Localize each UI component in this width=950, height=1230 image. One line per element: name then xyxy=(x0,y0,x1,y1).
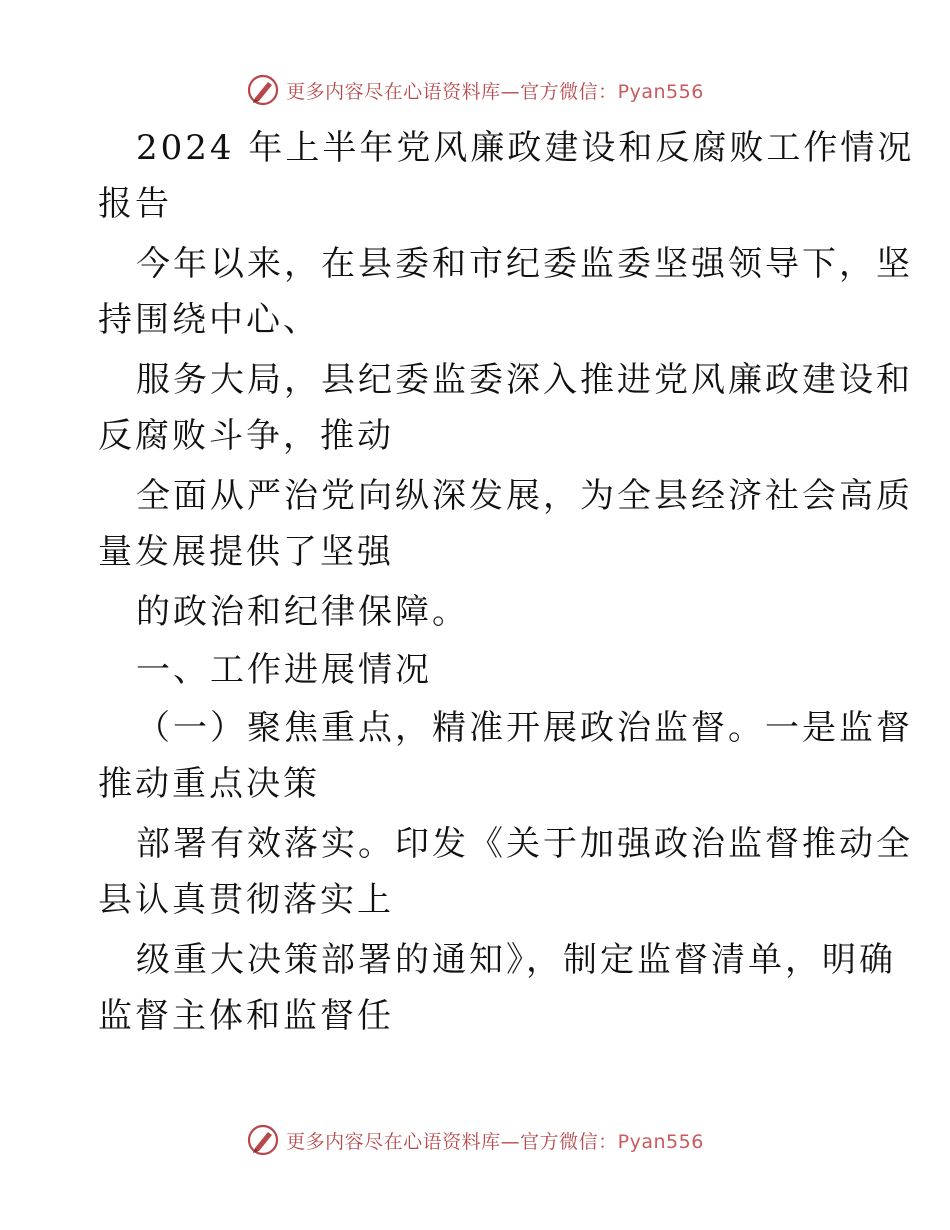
watermark-text xyxy=(286,77,704,104)
paragraph-line: 县认真贯彻落实上 xyxy=(98,880,394,920)
subsection-heading-line: （一）聚焦重点，精准开展政治监督。一是监督 xyxy=(136,708,913,748)
paragraph-line: 今年以来，在县委和市纪委监委坚强领导下，坚 xyxy=(136,244,913,284)
document-title-line-1: 2024 年上半年党风廉政建设和反腐败工作情况 xyxy=(136,128,915,168)
paragraph-line: 级重大决策部署的通知》，制定监督清单，明确 xyxy=(136,940,896,980)
paragraph-line: 部署有效落实。印发《关于加强政治监督推动全 xyxy=(136,824,913,864)
paragraph-line: 持围绕中心、 xyxy=(98,300,320,340)
watermark-id: Pyan556 xyxy=(617,1130,704,1153)
watermark-text xyxy=(286,1127,704,1154)
watermark-label: 更多内容尽在心语资料库—官方微信： xyxy=(286,1130,618,1153)
paragraph-line: 量发展提供了坚强 xyxy=(98,532,394,572)
section-heading: 一、工作进展情况 xyxy=(136,650,432,690)
paragraph-line: 的政治和纪律保障。 xyxy=(136,592,469,632)
document-title-line-2: 报告 xyxy=(98,184,172,224)
paragraph-line: 推动重点决策 xyxy=(98,764,320,804)
watermark-label: 更多内容尽在心语资料库—官方微信： xyxy=(286,80,618,103)
watermark-id: Pyan556 xyxy=(617,80,704,103)
paragraph-line: 服务大局，县纪委监委深入推进党风廉政建设和 xyxy=(136,360,913,400)
paragraph-line: 全面从严治党向纵深发展，为全县经济社会高质 xyxy=(136,476,913,516)
paragraph-line: 反腐败斗争，推动 xyxy=(98,416,394,456)
pen-logo-icon xyxy=(246,73,280,107)
paragraph-line: 监督主体和监督任 xyxy=(98,996,394,1036)
top-watermark-banner xyxy=(0,70,950,110)
pen-logo-icon xyxy=(246,1123,280,1157)
bottom-watermark-banner xyxy=(0,1120,950,1160)
